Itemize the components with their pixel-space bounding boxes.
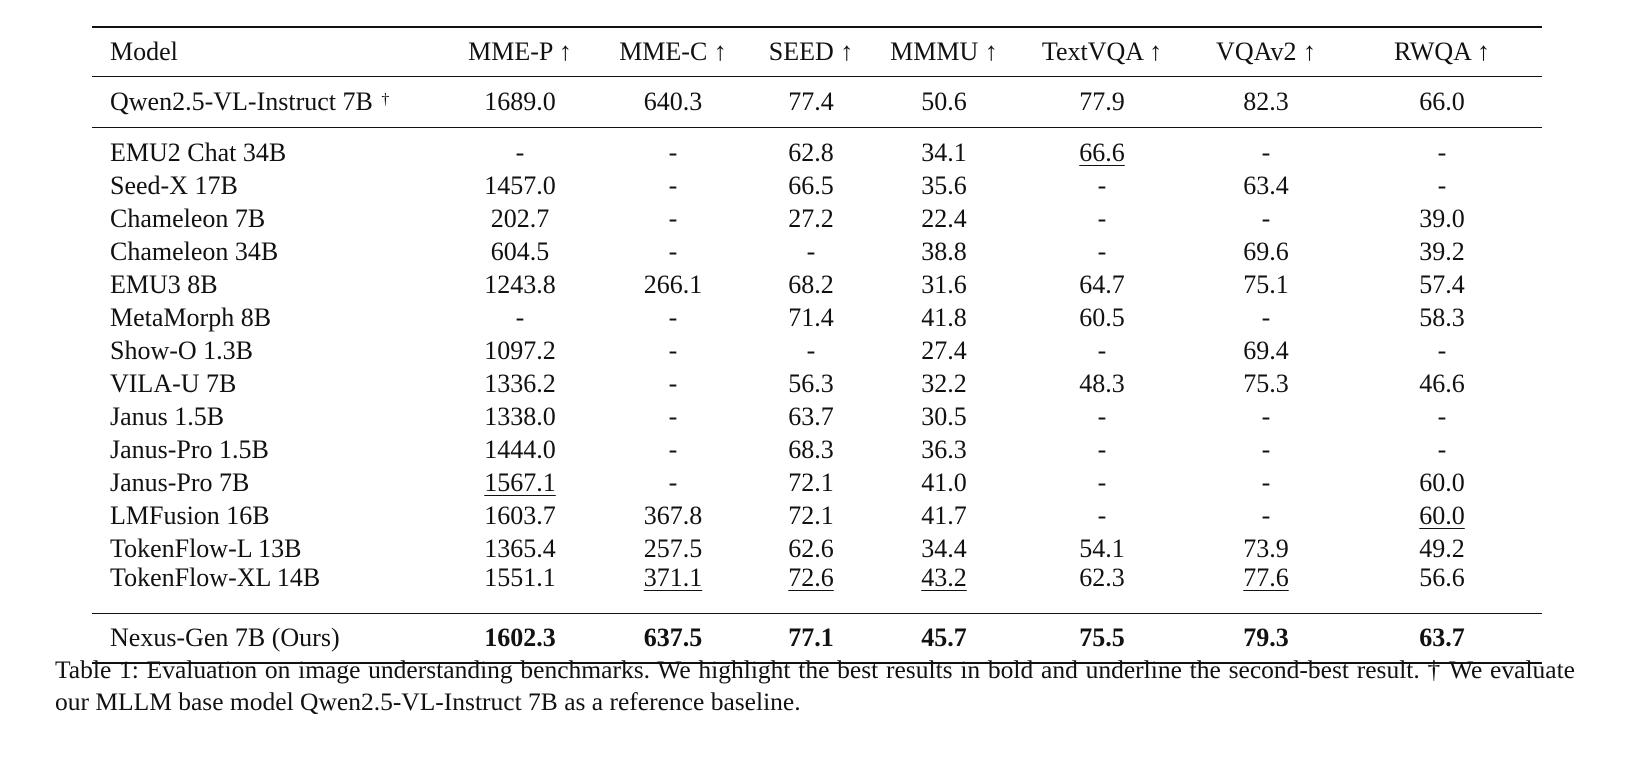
value-cell (442, 499, 598, 532)
cell-value: - (1097, 236, 1107, 266)
cell-value: 257.5 (643, 533, 703, 563)
header-cell: MME-C ↑ (598, 27, 748, 77)
table-row (92, 532, 1542, 565)
value-cell (874, 169, 1014, 202)
cell-value: 1551.1 (484, 563, 556, 592)
table-row (92, 433, 1542, 466)
value-cell (598, 565, 748, 614)
value-cell (1342, 499, 1542, 532)
second-best-value: 72.6 (788, 563, 834, 592)
cell-value: - (806, 236, 816, 266)
model-name-cell: TokenFlow-XL 14B (110, 563, 321, 592)
cell-value: - (1097, 335, 1107, 365)
model-name-cell: TokenFlow-L 13B (110, 533, 302, 563)
value-cell (598, 499, 748, 532)
value-cell (874, 433, 1014, 466)
cell-value: 27.4 (921, 335, 967, 365)
second-best-value: 1567.1 (484, 467, 556, 497)
table-row (92, 128, 1542, 170)
model-name-cell: Janus 1.5B (110, 401, 225, 431)
value-cell (442, 433, 598, 466)
value-cell (1190, 301, 1342, 334)
header-cell: Model (92, 27, 442, 77)
value-cell (598, 433, 748, 466)
value-cell (748, 565, 874, 614)
value-cell (598, 466, 748, 499)
cell-value: 71.4 (788, 302, 834, 332)
best-value: 63.7 (1342, 614, 1542, 664)
value-cell (748, 433, 874, 466)
table-row (92, 565, 1542, 614)
table-row (92, 334, 1542, 367)
value-cell (1014, 466, 1190, 499)
value-cell (442, 128, 598, 170)
value-cell (874, 268, 1014, 301)
value-cell (1342, 301, 1542, 334)
cell-value: 1336.2 (484, 368, 556, 398)
cell-value: - (515, 302, 525, 332)
second-best-value: 60.0 (1419, 500, 1465, 530)
value-cell (1190, 433, 1342, 466)
cell-value: 58.3 (1419, 302, 1465, 332)
cell-value: 27.2 (788, 203, 834, 233)
cell-value: 62.3 (1079, 563, 1125, 592)
value-cell (442, 367, 598, 400)
value-cell (1342, 169, 1542, 202)
value-cell (598, 301, 748, 334)
cell-value: 1243.8 (484, 269, 556, 299)
cell-value: 56.3 (788, 368, 834, 398)
cell-value: - (1097, 170, 1107, 200)
cell-value: - (515, 137, 525, 167)
value-cell (1342, 565, 1542, 614)
model-name-cell: Janus-Pro 1.5B (110, 434, 269, 464)
cell-value: 63.7 (788, 401, 834, 431)
cell-value: - (1261, 434, 1271, 464)
value-cell (748, 466, 874, 499)
cell-value: 62.8 (788, 137, 834, 167)
model-name-cell: Show-O 1.3B (110, 335, 254, 365)
value-cell (1190, 565, 1342, 614)
table-row (92, 367, 1542, 400)
model-name-cell: Nexus-Gen 7B (Ours) (92, 614, 442, 664)
table-row (92, 499, 1542, 532)
cell-value: 41.0 (921, 467, 967, 497)
cell-value: - (668, 302, 678, 332)
model-name-cell: EMU2 Chat 34B (110, 137, 287, 167)
value-cell (1014, 235, 1190, 268)
cell-value: - (1437, 434, 1447, 464)
cell-value: - (668, 467, 678, 497)
value-cell (1190, 367, 1342, 400)
model-name-cell: EMU3 8B (110, 269, 218, 299)
value-cell (1342, 466, 1542, 499)
best-value: 79.3 (1190, 614, 1342, 664)
value-cell (1190, 499, 1342, 532)
cell-value: - (1437, 137, 1447, 167)
cell-value: 35.6 (921, 170, 967, 200)
second-best-value: 77.6 (1243, 563, 1289, 592)
value-cell (442, 334, 598, 367)
value-cell (1014, 128, 1190, 170)
cell-value: 1603.7 (484, 500, 556, 530)
best-value: 77.1 (748, 614, 874, 664)
cell-value: 66.5 (788, 170, 834, 200)
value-cell (442, 268, 598, 301)
value-cell (598, 235, 748, 268)
cell-value: 54.1 (1079, 533, 1125, 563)
cell-value: 41.7 (921, 500, 967, 530)
value-cell (1014, 367, 1190, 400)
value-cell (1342, 433, 1542, 466)
value-cell (748, 499, 874, 532)
value-cell (1014, 268, 1190, 301)
cell-value: - (1261, 401, 1271, 431)
best-value: 1602.3 (442, 614, 598, 664)
cell-value: 49.2 (1419, 533, 1465, 563)
value-cell (1190, 400, 1342, 433)
value-cell (1342, 532, 1542, 565)
value-cell (874, 367, 1014, 400)
value-cell (1014, 169, 1190, 202)
model-name-cell: Janus-Pro 7B (110, 467, 250, 497)
value-cell (442, 235, 598, 268)
value-cell (1190, 466, 1342, 499)
second-best-value: 43.2 (921, 563, 967, 592)
value-cell (442, 400, 598, 433)
value-cell (1014, 334, 1190, 367)
results-table (92, 26, 1542, 664)
cell-value: 60.0 (1419, 467, 1465, 497)
cell-value: 1444.0 (484, 434, 556, 464)
value-cell (1190, 128, 1342, 170)
cell-value: - (1097, 203, 1107, 233)
table-row (92, 301, 1542, 334)
value-cell (1190, 532, 1342, 565)
best-value: 75.5 (1014, 614, 1190, 664)
value-cell (1014, 301, 1190, 334)
value-cell (442, 466, 598, 499)
cell-value: - (806, 335, 816, 365)
value-cell (748, 532, 874, 565)
dagger-mark: † (381, 91, 390, 108)
value-cell (874, 466, 1014, 499)
value-cell (1190, 235, 1342, 268)
cell-value: 60.5 (1079, 302, 1125, 332)
header-cell: TextVQA ↑ (1014, 27, 1190, 77)
value-cell (442, 532, 598, 565)
value-cell (1014, 433, 1190, 466)
cell-value: - (1097, 500, 1107, 530)
value-cell (1014, 565, 1190, 614)
table-caption: Table 1: Evaluation on image understanding benchmarks. We highlight the best results in bold and underline the second-best result. † We evaluate our MLLM base model Qwen2.5-VL-Instruct 7B as a reference baseline. (55, 655, 1575, 716)
value-cell: 77.4 (748, 77, 874, 128)
value-cell (874, 202, 1014, 235)
header-cell: VQAv2 ↑ (1190, 27, 1342, 77)
header-cell: MME-P ↑ (442, 27, 598, 77)
second-best-value: 66.6 (1079, 137, 1125, 167)
cell-value: - (1437, 170, 1447, 200)
cell-value: 73.9 (1243, 533, 1289, 563)
cell-value: - (1097, 434, 1107, 464)
cell-value: - (668, 401, 678, 431)
header-row (92, 27, 1542, 77)
value-cell (874, 400, 1014, 433)
best-value: 637.5 (598, 614, 748, 664)
cell-value: 56.6 (1419, 563, 1465, 592)
value-cell (1014, 532, 1190, 565)
cell-value: 39.0 (1419, 203, 1465, 233)
cell-value: - (668, 203, 678, 233)
header-cell: RWQA ↑ (1342, 27, 1542, 77)
cell-value: 1097.2 (484, 335, 556, 365)
cell-value: 63.4 (1243, 170, 1289, 200)
cell-value: 30.5 (921, 401, 967, 431)
cell-value: - (668, 137, 678, 167)
value-cell (1190, 202, 1342, 235)
cell-value: 72.1 (788, 467, 834, 497)
value-cell: 66.0 (1342, 77, 1542, 128)
header-cell: SEED ↑ (748, 27, 874, 77)
cell-value: - (668, 434, 678, 464)
value-cell (874, 334, 1014, 367)
cell-value: - (1261, 302, 1271, 332)
table-row (92, 400, 1542, 433)
value-cell (748, 128, 874, 170)
cell-value: 62.6 (788, 533, 834, 563)
cell-value: 1338.0 (484, 401, 556, 431)
value-cell (1190, 169, 1342, 202)
cell-value: 69.6 (1243, 236, 1289, 266)
table-row (92, 466, 1542, 499)
value-cell (1014, 202, 1190, 235)
cell-value: 367.8 (643, 500, 703, 530)
cell-value: 34.4 (921, 533, 967, 563)
value-cell (1342, 367, 1542, 400)
value-cell (598, 532, 748, 565)
value-cell (1190, 268, 1342, 301)
value-cell (598, 400, 748, 433)
cell-value: - (1261, 137, 1271, 167)
reference-row (92, 77, 1542, 128)
value-cell (748, 202, 874, 235)
value-cell (874, 499, 1014, 532)
value-cell (1014, 499, 1190, 532)
value-cell (748, 400, 874, 433)
model-name-cell: Seed-X 17B (110, 170, 238, 200)
header-cell: MMMU ↑ (874, 27, 1014, 77)
table-row (92, 202, 1542, 235)
model-name-cell: LMFusion 16B (110, 500, 270, 530)
value-cell (748, 268, 874, 301)
value-cell (442, 301, 598, 334)
value-cell (1342, 268, 1542, 301)
value-cell (598, 367, 748, 400)
cell-value: - (668, 236, 678, 266)
cell-value: 68.2 (788, 269, 834, 299)
cell-value: 34.1 (921, 137, 967, 167)
model-name-cell: Chameleon 34B (110, 236, 279, 266)
cell-value: - (1437, 335, 1447, 365)
results-table-container (92, 26, 1542, 664)
model-name-cell: Chameleon 7B (110, 203, 266, 233)
cell-value: 69.4 (1243, 335, 1289, 365)
value-cell (1342, 400, 1542, 433)
model-name-cell: MetaMorph 8B (110, 302, 272, 332)
cell-value: 41.8 (921, 302, 967, 332)
table-row (92, 169, 1542, 202)
value-cell (442, 169, 598, 202)
cell-value: - (1437, 401, 1447, 431)
value-cell (598, 169, 748, 202)
value-cell (748, 367, 874, 400)
cell-value: 36.3 (921, 434, 967, 464)
value-cell (1190, 334, 1342, 367)
value-cell (1342, 334, 1542, 367)
value-cell (1342, 202, 1542, 235)
value-cell (598, 268, 748, 301)
value-cell (874, 532, 1014, 565)
cell-value: - (1097, 467, 1107, 497)
value-cell (1342, 128, 1542, 170)
value-cell (874, 235, 1014, 268)
value-cell (598, 202, 748, 235)
value-cell: 82.3 (1190, 77, 1342, 128)
cell-value: 1457.0 (484, 170, 556, 200)
model-name-cell (92, 77, 442, 128)
value-cell (598, 128, 748, 170)
value-cell (748, 169, 874, 202)
cell-value: - (1261, 203, 1271, 233)
cell-value: 604.5 (490, 236, 550, 266)
cell-value: - (668, 368, 678, 398)
value-cell: 77.9 (1014, 77, 1190, 128)
cell-value: 32.2 (921, 368, 967, 398)
value-cell (1342, 235, 1542, 268)
value-cell (442, 565, 598, 614)
value-cell (874, 301, 1014, 334)
second-best-value: 371.1 (643, 563, 703, 592)
cell-value: 72.1 (788, 500, 834, 530)
cell-value: 22.4 (921, 203, 967, 233)
cell-value: 266.1 (643, 269, 703, 299)
cell-value: 31.6 (921, 269, 967, 299)
value-cell (874, 128, 1014, 170)
cell-value: 38.8 (921, 236, 967, 266)
value-cell: 640.3 (598, 77, 748, 128)
value-cell (874, 565, 1014, 614)
value-cell (1014, 400, 1190, 433)
cell-value: 75.3 (1243, 368, 1289, 398)
cell-value: 46.6 (1419, 368, 1465, 398)
table-row (92, 268, 1542, 301)
cell-value: 57.4 (1419, 269, 1465, 299)
cell-value: 39.2 (1419, 236, 1465, 266)
cell-value: 75.1 (1243, 269, 1289, 299)
value-cell (598, 334, 748, 367)
value-cell (748, 334, 874, 367)
cell-value: 64.7 (1079, 269, 1125, 299)
model-name: Qwen2.5-VL-Instruct 7B (110, 87, 373, 116)
cell-value: - (1097, 401, 1107, 431)
cell-value: 48.3 (1079, 368, 1125, 398)
value-cell: 50.6 (874, 77, 1014, 128)
cell-value: - (668, 335, 678, 365)
value-cell (442, 202, 598, 235)
cell-value: - (1261, 467, 1271, 497)
table-row (92, 235, 1542, 268)
value-cell (748, 301, 874, 334)
value-cell (748, 235, 874, 268)
best-value: 45.7 (874, 614, 1014, 664)
cell-value: - (668, 170, 678, 200)
value-cell: 1689.0 (442, 77, 598, 128)
cell-value: - (1261, 500, 1271, 530)
cell-value: 68.3 (788, 434, 834, 464)
cell-value: 1365.4 (484, 533, 556, 563)
cell-value: 202.7 (490, 203, 550, 233)
model-name-cell: VILA-U 7B (110, 368, 237, 398)
